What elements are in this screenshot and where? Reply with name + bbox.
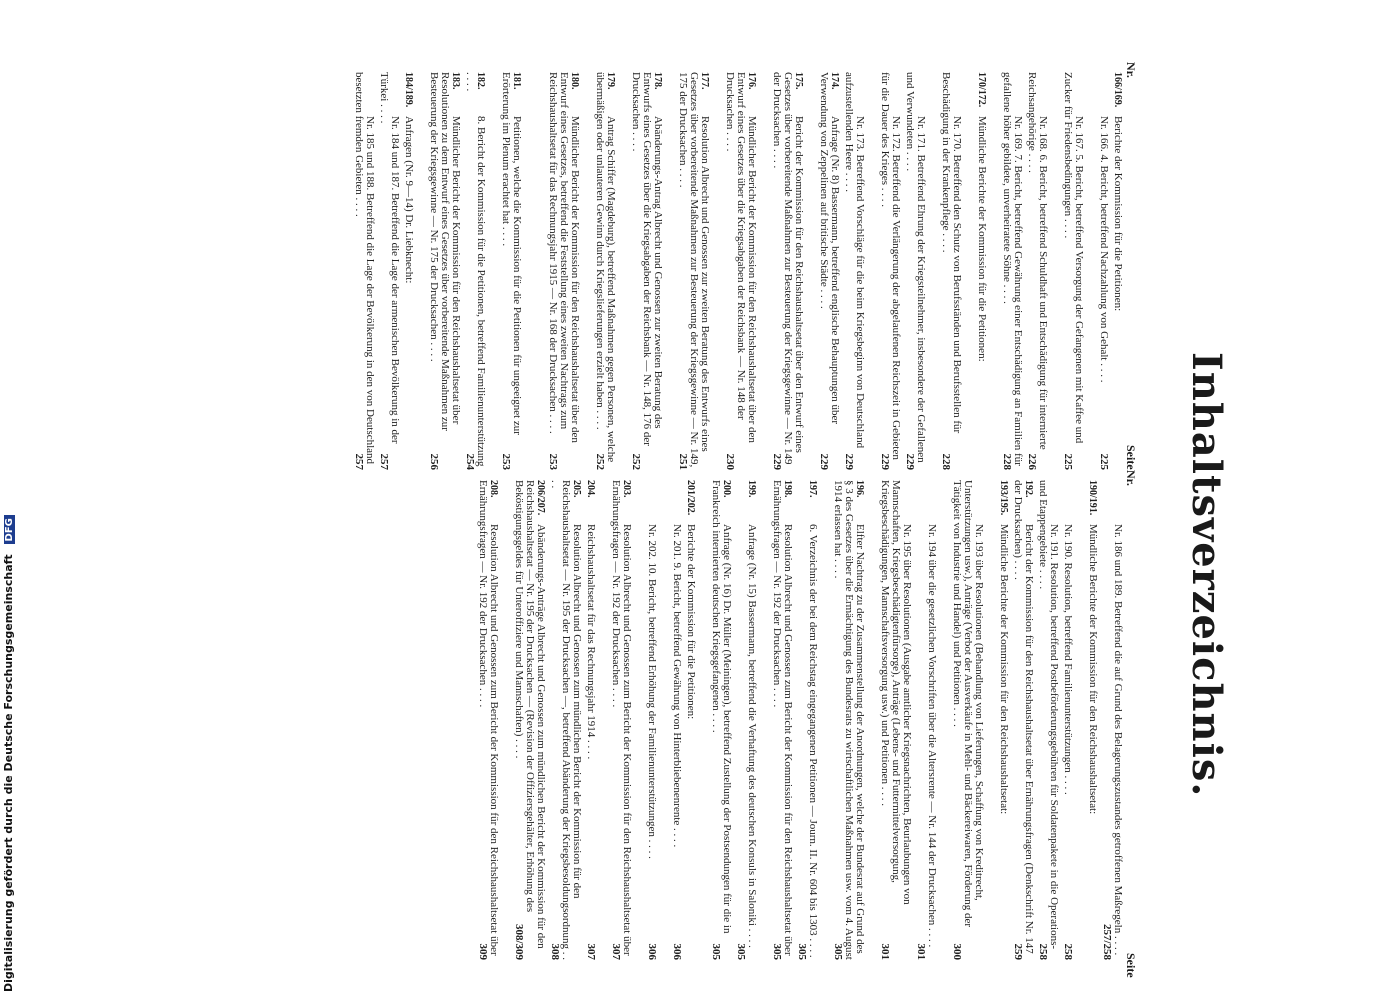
toc-entry bbox=[630, 72, 663, 470]
toc-entry-text: Nr. 201. 9. Bericht, betreffend Gewährung von Hinterbliebenenrente bbox=[671, 524, 683, 826]
toc-leader-dots: . . . . bbox=[818, 286, 830, 309]
toc-entry-page: 229 bbox=[843, 453, 855, 470]
toc-entry bbox=[1001, 72, 1023, 470]
toc-entry-number: 203. bbox=[621, 480, 632, 498]
col-page-label-left: Seite bbox=[1124, 445, 1138, 470]
toc-entry-page: 308/309 bbox=[513, 923, 525, 960]
toc-entry bbox=[1087, 480, 1098, 960]
toc-entry-page: 228 bbox=[1001, 453, 1013, 470]
toc-entry-text: Abänderungs-Antrag Albrecht und Genossen zur zweiten Beratung des Entwurfs eines Gesetzes über die Kriegsabgaben der Reichsbank — Nr. 148, 176 der Drucksachen bbox=[630, 72, 664, 446]
toc-entry-text: Mündliche Berichte der Kommission für den Reichshaushaltsetat: bbox=[998, 524, 1010, 815]
toc-entry-number: 196. bbox=[854, 480, 865, 498]
toc-entry-page: 305 bbox=[771, 943, 783, 960]
page-title: Inhaltsverzeichnis. bbox=[1183, 352, 1230, 798]
toc-entry-page: 301 bbox=[879, 943, 891, 960]
toc-entry-page: 305 bbox=[832, 943, 844, 960]
toc-entry bbox=[1101, 480, 1123, 960]
toc-entry bbox=[477, 480, 499, 960]
toc-entry-page: 226 bbox=[1026, 453, 1038, 470]
toc-leader-dots: . . . . bbox=[646, 836, 658, 859]
toc-entry-text: Mündlicher Bericht der Kommission für den Reichshaushaltsetat über den Entwurf eines Gesetzes, betreffend die Feststellung eines zweiten Nachtrags zum Reichshaushaltsetat für das Rechnungsjahr 1915 — Nr. 168 der Drucksachen bbox=[547, 72, 581, 443]
toc-leader-dots: . . . . bbox=[549, 480, 572, 961]
toc-entry bbox=[940, 72, 962, 470]
toc-entry bbox=[547, 72, 580, 470]
toc-leader-dots: . . . . bbox=[464, 72, 476, 92]
toc-entry-page: 229 bbox=[904, 453, 916, 470]
toc-entry-number: 198. bbox=[782, 480, 793, 498]
toc-entry-number: 201/202. bbox=[685, 480, 696, 516]
toc-entry-number: 174. bbox=[829, 72, 840, 90]
toc-entry-page: 306 bbox=[646, 943, 658, 960]
toc-entry-page: 256 bbox=[428, 453, 440, 470]
col-nr-label-right: Nr. bbox=[1124, 470, 1138, 486]
toc-entry-text: Nr. 194 über die gesetzlichen Vorschriften über die Altersrente — Nr. 144 der Drucksachen bbox=[926, 524, 938, 926]
toc-entry-number: 170/172. bbox=[976, 72, 987, 108]
toc-leader-dots: . . . . bbox=[904, 149, 916, 172]
toc-entry-page: 229 bbox=[771, 453, 783, 470]
toc-entry bbox=[677, 72, 710, 470]
toc-entry-page: 305 bbox=[710, 943, 722, 960]
toc-entry bbox=[796, 480, 818, 960]
toc-leader-dots: . . . . bbox=[513, 736, 525, 759]
toc-leader-dots: . . . . bbox=[1001, 281, 1013, 304]
toc-entry-number: 199. bbox=[746, 480, 757, 498]
toc-entry-text: Bericht der Kommission für den Reichshaushaltsetat über den Entwurf eines Gesetzes über vorbereitende Maßnahmen zur Besteuerung der Kriegsgewinne — Nr. 149 der Drucksachen bbox=[771, 72, 805, 465]
toc-entry-number: 182. bbox=[475, 72, 486, 90]
toc-leader-dots: . . . . bbox=[843, 170, 855, 193]
toc-entry-number: 166/169. bbox=[1112, 72, 1123, 108]
toc-entry bbox=[832, 480, 865, 960]
toc-entry-number: 178. bbox=[652, 72, 663, 90]
toc-entry-page: 225 bbox=[1098, 453, 1110, 470]
toc-entry-number: 175. bbox=[793, 72, 804, 90]
toc-entry bbox=[951, 480, 984, 960]
toc-entry-page: 301 bbox=[915, 943, 927, 960]
toc-leader-dots: . . . . bbox=[500, 224, 512, 247]
toc-entry bbox=[724, 72, 757, 470]
toc-entry bbox=[513, 480, 546, 960]
toc-entry bbox=[585, 480, 596, 960]
toc-entry-number: 193/195. bbox=[998, 480, 1009, 516]
toc-leader-dots: . . . . bbox=[671, 825, 683, 848]
toc-entry bbox=[378, 72, 400, 470]
toc-entry-number: 200. bbox=[721, 480, 732, 498]
toc-entry-page: 253 bbox=[547, 453, 559, 470]
toc-entry-text: 8. Bericht der Kommission für die Petitionen, betreffend Familienunterstützung bbox=[475, 116, 487, 467]
toc-entry-text: Bericht der Kommission für den Reichshaushaltsetat über Ernährungsfragen (Denkschrift Nr. 147 der Drucksachen) bbox=[1012, 480, 1035, 954]
toc-entry-page: 307 bbox=[585, 943, 597, 960]
toc-entry-text: Anfrage (Nr. 8) Bassermann, betreffend englische Behauptungen über Verwendung von Zeppelinen auf britische Städte bbox=[818, 72, 841, 424]
footer-credit-text: Digitalisierung gefördert durch die Deutsche Forschungsgemeinschaft bbox=[2, 554, 15, 992]
toc-entry-number: 192. bbox=[1023, 480, 1034, 498]
toc-entry-text: Antrag Schiffer (Magdeburg), betreffend Maßnahmen gegen Personen, welche übermäßigen oder unlauteren Gewinn durch Kriegslieferungen erzielt haben bbox=[594, 72, 617, 463]
toc-leader-dots: . . . . bbox=[832, 556, 844, 579]
toc-leader-dots: . . . . bbox=[630, 129, 642, 152]
toc-leader-dots: . . . . bbox=[428, 339, 440, 362]
toc-entry-text: Reichshaushaltsetat für das Rechnungsjahr 1914 bbox=[585, 524, 597, 738]
toc-entry-text: Nr. 173. Betreffend Vorschläge für die beim Kriegsbeginn von Deutschland aufzustellenden Heere bbox=[843, 72, 866, 449]
toc-entry-text: Nr. 169. 7. Bericht, betreffend Gewährung einer Entschädigung an Familien für gefallene höher gebildete, unverheiratete Söhne bbox=[1001, 72, 1024, 466]
toc-entry-page: 300 bbox=[951, 943, 963, 960]
toc-entry-text: Petitionen, welche die Kommission für die Petitionen für ungeeignet zur Erörterung im Plenum erachtet hat bbox=[500, 72, 523, 435]
toc-entry-text: Nr. 202. 10. Bericht, betreffend Erhöhung der Familienunterstützungen bbox=[646, 524, 658, 837]
toc-entry-text: Nr. 184 und 187. Betreffend die Lage der armenischen Bevölkerung in der Türkei bbox=[378, 72, 401, 444]
toc-entry-page: 259 bbox=[1012, 943, 1024, 960]
toc-entry-page: 305 bbox=[735, 943, 747, 960]
toc-entry-page: 251 bbox=[677, 453, 689, 470]
toc-entry-text: Mündliche Berichte der Kommission für den Reichshaushaltsetat: bbox=[1087, 524, 1099, 815]
toc-entry bbox=[818, 72, 840, 470]
toc-leader-dots: . . . . bbox=[477, 685, 489, 708]
toc-entry bbox=[710, 480, 732, 960]
toc-entry bbox=[998, 480, 1009, 960]
toc-leader-dots: . . . . bbox=[585, 737, 597, 760]
toc-leader-dots: . . . . bbox=[1026, 150, 1038, 173]
toc-entry-number: 206/207. bbox=[535, 480, 546, 516]
toc-entry-text: Anfragen (Nr. 9—14) Dr. Liebknecht: bbox=[403, 116, 415, 284]
toc-entry bbox=[549, 480, 582, 960]
col-page-label-right: Seite bbox=[1124, 953, 1138, 978]
toc-entry-text: Nr. 185 und 188. Betreffend die Lage der Bevölkerung in den von Deutschland besetzten fremden Gebieten bbox=[353, 72, 376, 465]
toc-entry-page: 225 bbox=[1062, 453, 1074, 470]
toc-entry bbox=[879, 72, 901, 470]
toc-entry-text: Nr. 195 über Resolutionen (Ausgabe amtlicher Kriegsnachrichten, Beurlaubungen von Mannschaften, Kriegsbeschädigtenfürsorge), Anträge (Lebens- und Futtermittelversorgung, Kriegsbeschädigungen, Mannschaftsversorgung usw.) und Petitionen bbox=[879, 480, 913, 905]
toc-entry-number: 176. bbox=[746, 72, 757, 90]
toc-entry-page: 309 bbox=[477, 943, 489, 960]
toc-leader-dots: . . . . bbox=[724, 129, 736, 152]
toc-entry-text: Elfter Nachtrag zu der Zusammenstellung der Anordnungen, welche der Bundesrat auf Grund des § 3 des Gesetzes über die Ermächtigung des Bundesrats zu wirtschaftlichen Maßnahmen usw. vom 4. August 1914 erlassen hat bbox=[832, 480, 866, 960]
toc-entry-text: Nr. 186 und 189. Betreffend die auf Grund des Belagerungszustandes getroffenen Maßregeln bbox=[1112, 524, 1124, 934]
toc-entry-text: Anfrage (Nr. 16) Dr. Müller (Meiningen), betreffend Zustellung der Postsendungen für die in Frankreich internierten deutschen Kriegsgefangenen bbox=[710, 480, 733, 934]
toc-entry bbox=[428, 72, 461, 470]
toc-entry bbox=[594, 72, 616, 470]
toc-entry-page: 308 bbox=[549, 943, 561, 960]
toc-entry-number: 177. bbox=[699, 72, 710, 90]
toc-leader-dots: . . . . bbox=[1062, 772, 1074, 795]
col-nr-label-left: Nr. bbox=[1124, 62, 1138, 78]
toc-entry bbox=[879, 480, 912, 960]
toc-entry-text: Berichte der Kommission für die Petitionen: bbox=[1112, 116, 1124, 312]
toc-entry-text: Berichte der Kommission für die Petitionen: bbox=[685, 524, 697, 720]
toc-entry-page: 229 bbox=[818, 453, 830, 470]
toc-leader-dots: . . . . bbox=[594, 407, 606, 430]
toc-entry bbox=[904, 72, 926, 470]
toc-entry-text: Nr. 167. 5. Bericht, betreffend Versorgung der Gefangenen mit Kaffee und Zucker für Friedensbedingungen bbox=[1062, 72, 1085, 444]
toc-entry-page: 257 bbox=[378, 453, 390, 470]
toc-entry bbox=[671, 480, 682, 960]
toc-leader-dots: . . . . bbox=[710, 710, 722, 733]
toc-entry-text: Nr. 171. Betreffend Ehrung der Kriegsteilnehmer, insbesondere der Gefallenen und Verwundeten bbox=[904, 72, 927, 463]
toc-entry-text: Nr. 172. Betreffend die Verlängerung der abgelaufenen Reichszeit in Gebieten für die Dauer des Krieges bbox=[879, 72, 902, 460]
toc-entry-text: Resolution Albrecht und Genossen zum Bericht der Kommission für den Reichshaushaltsetat über Ernährungsfragen — Nr. 192 der Drucksachen bbox=[771, 480, 794, 956]
toc-entry bbox=[610, 480, 632, 960]
toc-leader-dots: . . . . bbox=[547, 411, 559, 434]
toc-entry-page: 228 bbox=[940, 453, 952, 470]
toc-entry-text: Nr. 191. Resolution, betreffend Postbeförderungsgebühren für Soldatenpakete in die Operations- und Etappengebiete bbox=[1037, 480, 1060, 950]
toc-entry bbox=[353, 72, 375, 470]
toc-entry-text: Resolution Albrecht und Genossen zum Bericht der Kommission für den Reichshaushaltsetat über Ernährungsfragen — Nr. 192 der Drucksachen bbox=[610, 480, 633, 956]
toc-entry-text: Anfrage (Nr. 15) Bassermann, betreffend die Verhaftung des deutschen Konsuls in Saloniki bbox=[746, 524, 758, 926]
toc-entry bbox=[1062, 480, 1073, 960]
toc-entry-number: 184/189. bbox=[403, 72, 414, 108]
toc-entry bbox=[843, 72, 865, 470]
toc-entry bbox=[685, 480, 696, 960]
toc-leader-dots: . . . . bbox=[610, 685, 622, 708]
toc-entry bbox=[1062, 72, 1084, 470]
toc-entry-text: 6. Verzeichnis der bei dem Reichstag eingegangenen Petitionen — Journ. II. Nr. 604 bis 1303 bbox=[807, 524, 819, 936]
toc-entry-page: 230 bbox=[724, 453, 736, 470]
toc-entry-number: 190/191. bbox=[1087, 480, 1098, 516]
toc-entry bbox=[1012, 480, 1034, 960]
toc-entry-text: Nr. 166. 4. Bericht, betreffend Nachzahlung von Gehalt bbox=[1098, 116, 1110, 361]
toc-entry bbox=[1026, 72, 1048, 470]
toc-leader-dots: . . . . bbox=[807, 935, 819, 958]
toc-entry-number: 180. bbox=[569, 72, 580, 90]
toc-entry-number: 179. bbox=[605, 72, 616, 90]
toc-entry bbox=[976, 72, 987, 470]
toc-entry-page: 258 bbox=[1062, 943, 1074, 960]
toc-entry bbox=[464, 72, 486, 470]
toc-leader-dots: . . . . bbox=[677, 165, 689, 188]
toc-entry-text: Nr. 193 über Resolutionen (Behandlung von Lieferungen, Schaffung von Kreditrecht, Unterstützungen usw.), Anträge (Verbot der Ausverkäufe in Mehl- und Bäckereiwaren, Förderung der Tätigkeit von Industrie und Handel) und Petitionen bbox=[951, 480, 985, 928]
toc-entry-text: Resolution Albrecht und Genossen zum mündlichen Bericht der Kommission für den Reichshaushaltsetat — Nr. 195 der Drucksachen —, betreffend Abänderung der Kriegsbesoldungsordnung bbox=[560, 480, 583, 950]
toc-entry bbox=[1112, 72, 1123, 470]
toc-entry bbox=[1037, 480, 1059, 960]
toc-entry-text: Nr. 170. Betreffend den Schutz von Berufsständen und Berufsstellen für Beschädigung in der Krankenpflege bbox=[940, 72, 963, 434]
toc-entry-page: 252 bbox=[594, 453, 606, 470]
toc-entry-number: 181. bbox=[511, 72, 522, 90]
toc-leader-dots: . . . . bbox=[353, 194, 365, 217]
toc-entry-page: 257 bbox=[353, 453, 365, 470]
toc-entry bbox=[735, 480, 757, 960]
toc-entry bbox=[403, 72, 414, 470]
toc-entry bbox=[771, 72, 804, 470]
toc-entry-page: 258 bbox=[1037, 943, 1049, 960]
toc-entry-text: Resolution Albrecht und Genossen zum Bericht der Kommission für den Reichshaushaltsetat über Ernährungsfragen — Nr. 192 der Drucksachen bbox=[477, 480, 500, 956]
toc-entry-page: 253 bbox=[500, 453, 512, 470]
toc-entry-page: 229 bbox=[879, 453, 891, 470]
toc-leader-dots: . . . . bbox=[771, 146, 783, 169]
toc-entry bbox=[771, 480, 793, 960]
toc-leader-dots: . . . . bbox=[879, 185, 891, 208]
toc-entry-page: 306 bbox=[671, 943, 683, 960]
toc-leader-dots: . . . . bbox=[1012, 557, 1024, 580]
toc-leader-dots: . . . . bbox=[940, 230, 952, 253]
toc-entry bbox=[500, 72, 522, 470]
toc-entry-text: Resolution Albrecht und Genossen zur zweiten Beratung des Entwurfs eines Gesetzes über vorbereitende Maßnahmen zur Besteuerung der Kriegsgewinne — Nr. 149, 175 der Drucksachen bbox=[677, 72, 711, 468]
toc-entry-page: 307 bbox=[610, 943, 622, 960]
toc-leader-dots: . . . . bbox=[879, 783, 891, 806]
dfg-logo: DFG bbox=[4, 515, 15, 544]
toc-entry-text: Mündliche Berichte der Kommission für die Petitionen: bbox=[976, 116, 988, 362]
toc-entry-text: Mündlicher Bericht der Kommission für den Reichshaushaltsetat über Resolutionen zu dem Entwurf eines Gesetzes über vorbereitende Maßnahmen zur Besteuerung der Kriegsgewinne — Nr. 175 der Drucksachen bbox=[428, 72, 462, 431]
toc-entry-text: Mündlicher Bericht der Kommission für den Reichshaushaltsetat über den Entwurf eines Gesetzes über die Kriegsabgaben der Reichsbank — Nr. 148 der Drucksachen bbox=[724, 72, 758, 443]
toc-entry bbox=[1098, 72, 1109, 470]
toc-entry-number: 205. bbox=[571, 480, 582, 498]
toc-leader-dots: . . . . bbox=[926, 925, 938, 948]
toc-entry-number: 197. bbox=[807, 480, 818, 498]
toc-entry-number: 208. bbox=[488, 480, 499, 498]
toc-leader-dots: . . . . bbox=[1112, 933, 1124, 956]
footer-credit bbox=[2, 515, 15, 992]
toc-leader-dots: . . . . bbox=[1098, 360, 1110, 383]
toc-entry-number: 204. bbox=[585, 480, 596, 498]
toc-leader-dots: . . . . bbox=[951, 704, 963, 727]
toc-leader-dots: . . . . bbox=[746, 925, 758, 948]
toc-entry bbox=[915, 480, 937, 960]
toc-entry-number: 183. bbox=[450, 72, 461, 90]
toc-leader-dots: . . . . bbox=[1037, 567, 1049, 590]
toc-entry-text: Nr. 190. Resolution, betreffend Familienunterstützungen bbox=[1062, 524, 1074, 773]
toc-leader-dots: . . . . bbox=[771, 685, 783, 708]
toc-leader-dots: . . . . bbox=[378, 101, 390, 124]
toc-entry-page: 254 bbox=[464, 453, 476, 470]
toc-entry bbox=[646, 480, 657, 960]
toc-entry-page: 257/258 bbox=[1101, 923, 1113, 960]
toc-entry-page: 252 bbox=[630, 453, 642, 470]
toc-entry-page: 305 bbox=[796, 943, 808, 960]
toc-entry-text: Nr. 168. 6. Bericht, betreffend Schuldhaft und Entschädigung für internierte Reichsangehörige bbox=[1026, 72, 1049, 450]
toc-entry-text: Abänderungs-Anträge Albrecht und Genossen zum mündlichen Bericht der Kommission für den Reichshaushaltsetat — Nr. 195 der Drucksachen — (Revision der Offiziersgehälter, Erhöhung des Beköstigungsgeldes für Unteroffiziere und Mannschaften) bbox=[513, 480, 547, 949]
toc-leader-dots: . . . . bbox=[1062, 216, 1074, 239]
